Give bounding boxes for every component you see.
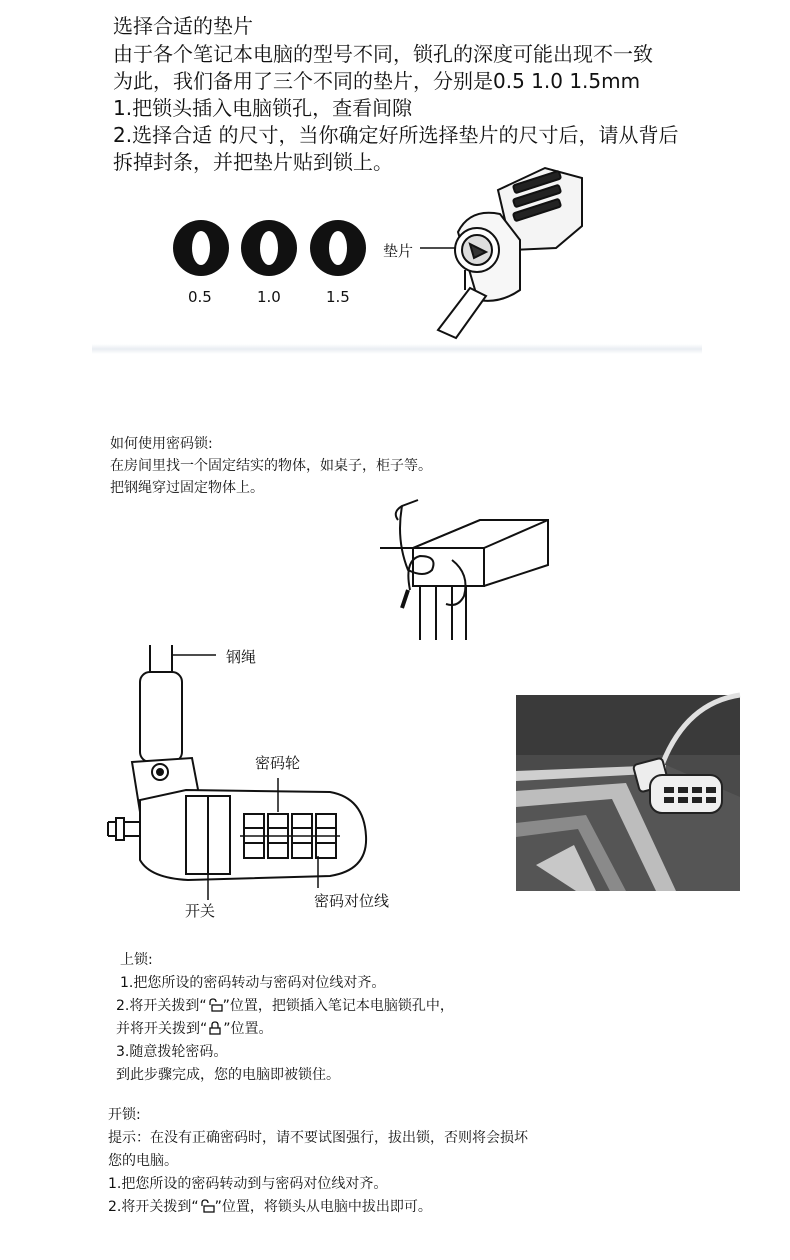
shim-size-label: 1.5 bbox=[326, 288, 350, 306]
lock-text-line: 3.随意拨轮密码。 bbox=[116, 1044, 228, 1060]
laptop-lock-photo bbox=[516, 695, 740, 891]
shim-size-label: 0.5 bbox=[188, 288, 212, 306]
shim-section-title: 选择合适的垫片 bbox=[113, 14, 253, 38]
unlock-text-line: 1.把您所设的密码转动到与密码对位线对齐。 bbox=[108, 1176, 388, 1192]
shim-text-line: 由于各个笔记本电脑的型号不同，锁孔的深度可能出现不一致 bbox=[113, 42, 653, 66]
locked-padlock-icon bbox=[207, 1021, 223, 1035]
unlock-text-part: 2.将开关拨到“ bbox=[108, 1199, 199, 1215]
lock-text-line bbox=[116, 1019, 273, 1040]
shim-text-line: 拆掉封条，并把垫片贴到锁上。 bbox=[113, 150, 393, 174]
lock-text-line: 到此步骤完成，您的电脑即被锁住。 bbox=[116, 1067, 340, 1083]
usage-section-title: 如何使用密码锁: bbox=[110, 436, 213, 452]
unlock-section-title: 开锁: bbox=[108, 1107, 141, 1123]
align-line-callout-label: 密码对位线 bbox=[314, 892, 390, 910]
shim-text-line: 为此，我们备用了三个不同的垫片，分别是0.5 1.0 1.5mm bbox=[113, 69, 641, 93]
lock-section-title: 上锁: bbox=[120, 952, 153, 968]
shim-text-line: 1.把锁头插入电脑锁孔，查看间隙 bbox=[113, 96, 413, 120]
usage-text-line: 在房间里找一个固定结实的物体，如桌子，柜子等。 bbox=[110, 458, 432, 474]
lock-text-part: 2.将开关拨到“ bbox=[116, 998, 207, 1014]
shim-callout-label: 垫片 bbox=[383, 242, 414, 260]
shim-text-line: 2.选择合适 的尺寸，当你确定好所选择垫片的尺寸后，请从背后 bbox=[113, 123, 679, 147]
lock-text-part: ”位置。 bbox=[223, 1021, 273, 1037]
unlocked-padlock-icon bbox=[199, 1199, 215, 1213]
dials-callout-label: 密码轮 bbox=[255, 754, 301, 772]
unlock-text-line bbox=[108, 1197, 432, 1218]
unlock-text-line: 您的电脑。 bbox=[108, 1153, 178, 1169]
unlock-text-part: ”位置，将锁头从电脑中拔出即可。 bbox=[214, 1199, 432, 1215]
unlock-text-line: 提示：在没有正确密码时，请不要试图强行，拔出锁，否则将会损坏 bbox=[108, 1130, 528, 1146]
usage-text-line: 把钢绳穿过固定物体上。 bbox=[110, 480, 264, 496]
unlocked-padlock-icon bbox=[207, 998, 223, 1012]
lock-text-line bbox=[116, 996, 454, 1017]
lock-text-part: ”位置，把锁插入笔记本电脑锁孔中， bbox=[222, 998, 454, 1014]
cable-callout-label: 钢绳 bbox=[226, 648, 257, 666]
shim-size-label: 1.0 bbox=[257, 288, 281, 306]
switch-callout-label: 开关 bbox=[185, 902, 216, 920]
lock-text-part: 并将开关拨到“ bbox=[116, 1021, 208, 1037]
lock-text-line: 1.把您所设的密码转动与密码对位线对齐。 bbox=[120, 975, 386, 991]
